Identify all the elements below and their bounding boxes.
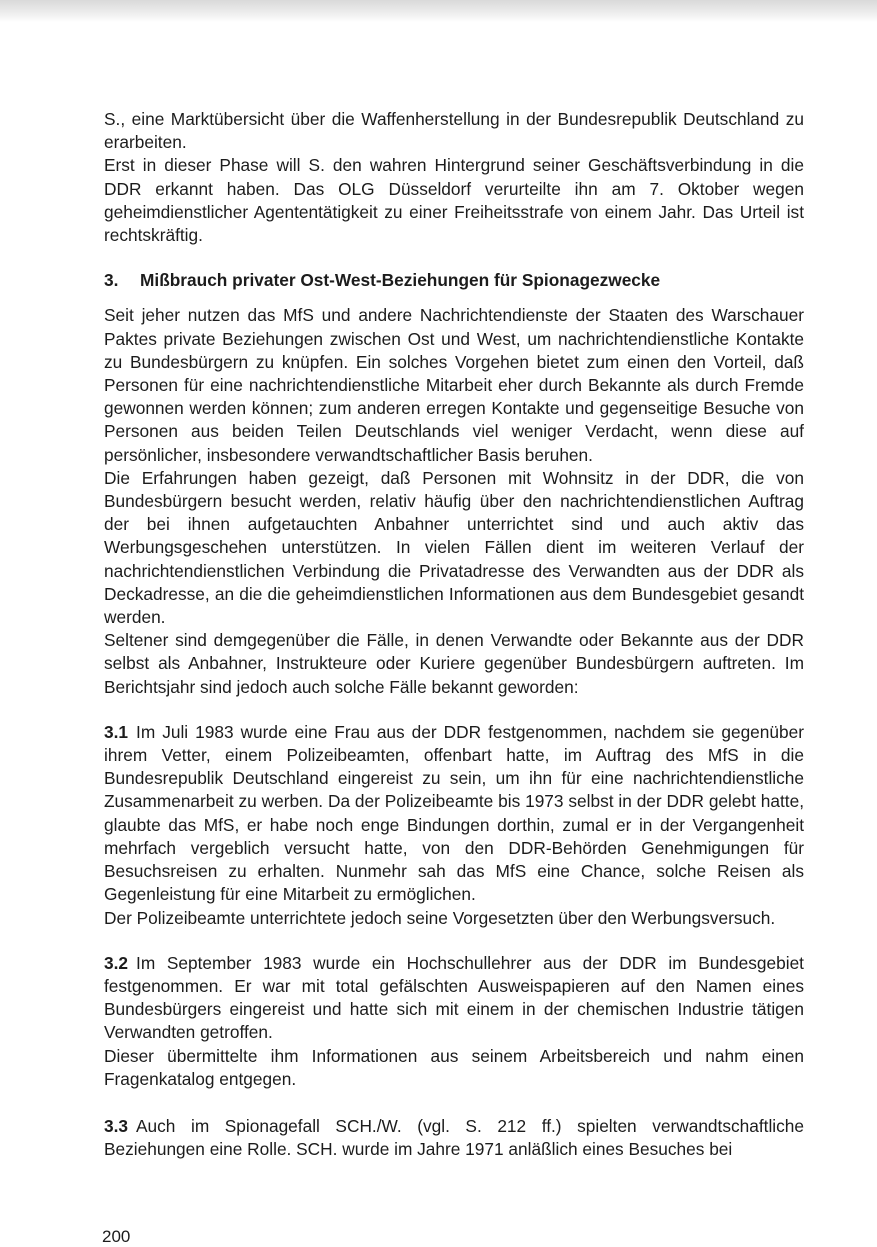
section-3-heading: [104, 269, 804, 292]
section-3-1-number: 3.1: [104, 721, 129, 742]
section-3-3-text: Auch im Spionagefall SCH./W. (vgl. S. 212 ff.) spielten verwandtschaftliche Beziehungen eine Rolle. SCH. wurde im Jahre 1971 anläßlich eines Besuches bei: [104, 1115, 804, 1160]
section-3-2-text: Im September 1983 wurde ein Hochschullehrer aus der DDR im Bundesgebiet festgenommen. Er war mit total gefälschten Ausweispapieren auf den Namen eines Bundesbürgers eingereist und hatte sich mit einem in der chemischen Industrie tätigen Verwandten getroffen.: [104, 952, 804, 1043]
section-3-2-paragraph: [104, 952, 804, 1045]
intro-paragraph-1: S., eine Marktübersicht über die Waffenherstellung in der Bundesrepublik Deutschland zu erarbeiten.: [104, 109, 804, 153]
section-3-1-paragraph-2: Der Polizeibeamte unterrichtete jedoch seine Vorgesetzten über den Werbungsversuch.: [104, 907, 776, 928]
section-3-2-number: 3.2: [104, 952, 129, 973]
section-3-paragraph-1: Seit jeher nutzen das MfS und andere Nachrichtendienste der Staaten des Warschauer Paktes private Beziehungen zwischen Ost und West, um nachrichtendienstliche Kontakte zu Bundesbürgern zu knüpfen. Ein solches Vorgehen bietet zum einen den Vorteil, daß Personen für eine nachrichtendienstliche Mitarbeit eher durch Bekannte als durch Fremde gewonnen werden können; zum anderen erregen Kontakte und gegenseitige Besuche von Personen aus beiden Teilen Deutschlands viel weniger Verdacht, wenn diese auf persönlicher, insbesondere verwandtschaftlicher Basis beruhen.: [104, 305, 804, 465]
section-3-paragraph-2: Die Erfahrungen haben gezeigt, daß Personen mit Wohnsitz in der DDR, die von Bundesbürgern besucht werden, relativ häufig über den nachrichtendienstlichen Auftrag der bei ihnen aufgetauchten Anbahner unterrichtet sind und auch aktiv das Werbungsgeschehen unterstützen. In vielen Fällen dient im weiteren Verlauf der nachrichtendienstlichen Verbindung die Privatadresse des Verwandten aus der DDR als Deckadresse, an die die geheimdienstlichen Informationen aus dem Bundesgebiet gesandt werden.: [104, 467, 804, 628]
section-3-3-paragraph: [104, 1115, 804, 1161]
section-3-3-number: 3.3: [104, 1115, 129, 1136]
document-body: [104, 108, 804, 1161]
section-3-2-paragraph-2: Dieser übermittelte ihm Informationen aus seinem Arbeitsbereich und nahm einen Fragenkatalog entgegen.: [104, 1045, 804, 1089]
intro-paragraph-2: Erst in dieser Phase will S. den wahren Hintergrund seiner Geschäftsverbindung in die DDR erkannt haben. Das OLG Düsseldorf verurteilte ihn am 7. Oktober wegen geheimdienstlicher Agententätigkeit zu einer Freiheitsstrafe von einem Jahr. Das Urteil ist rechtskräftig.: [104, 155, 804, 246]
section-3-1-text: Im Juli 1983 wurde eine Frau aus der DDR festgenommen, nachdem sie gegenüber ihrem Vetter, einem Polizeibeamten, offenbart hatte, im Auftrag des MfS in die Bundesrepublik Deutschland eingereist zu sein, um ihn für eine nachrichtendienstliche Zusammenarbeit zu werben. Da der Polizeibeamte bis 1973 selbst in der DDR gelebt hatte, glaubte das MfS, er habe noch enge Bindungen dorthin, zumal er in der Vergangenheit mehrfach vergeblich versucht hatte, von den DDR-Behörden Genehmigungen für Besuchsreisen zu erhalten. Nunmehr sah das MfS eine Chance, solche Reisen als Gegenleistung für eine Mitarbeit zu ermöglichen.: [104, 721, 804, 905]
section-3-1-paragraph: [104, 721, 804, 907]
section-3-paragraph-3: Seltener sind demgegenüber die Fälle, in denen Verwandte oder Bekannte aus der DDR selbst als Anbahner, Instrukteure oder Kuriere gegenüber Bundesbürgern auftreten. Im Berichtsjahr sind jedoch auch solche Fälle bekannt geworden:: [104, 630, 804, 697]
scan-top-edge: [0, 0, 877, 22]
page-number: 200: [102, 1227, 131, 1246]
section-3-title: Mißbrauch privater Ost-West-Beziehungen für Spionagezwecke: [140, 270, 661, 291]
section-3-number: 3.: [104, 270, 119, 291]
